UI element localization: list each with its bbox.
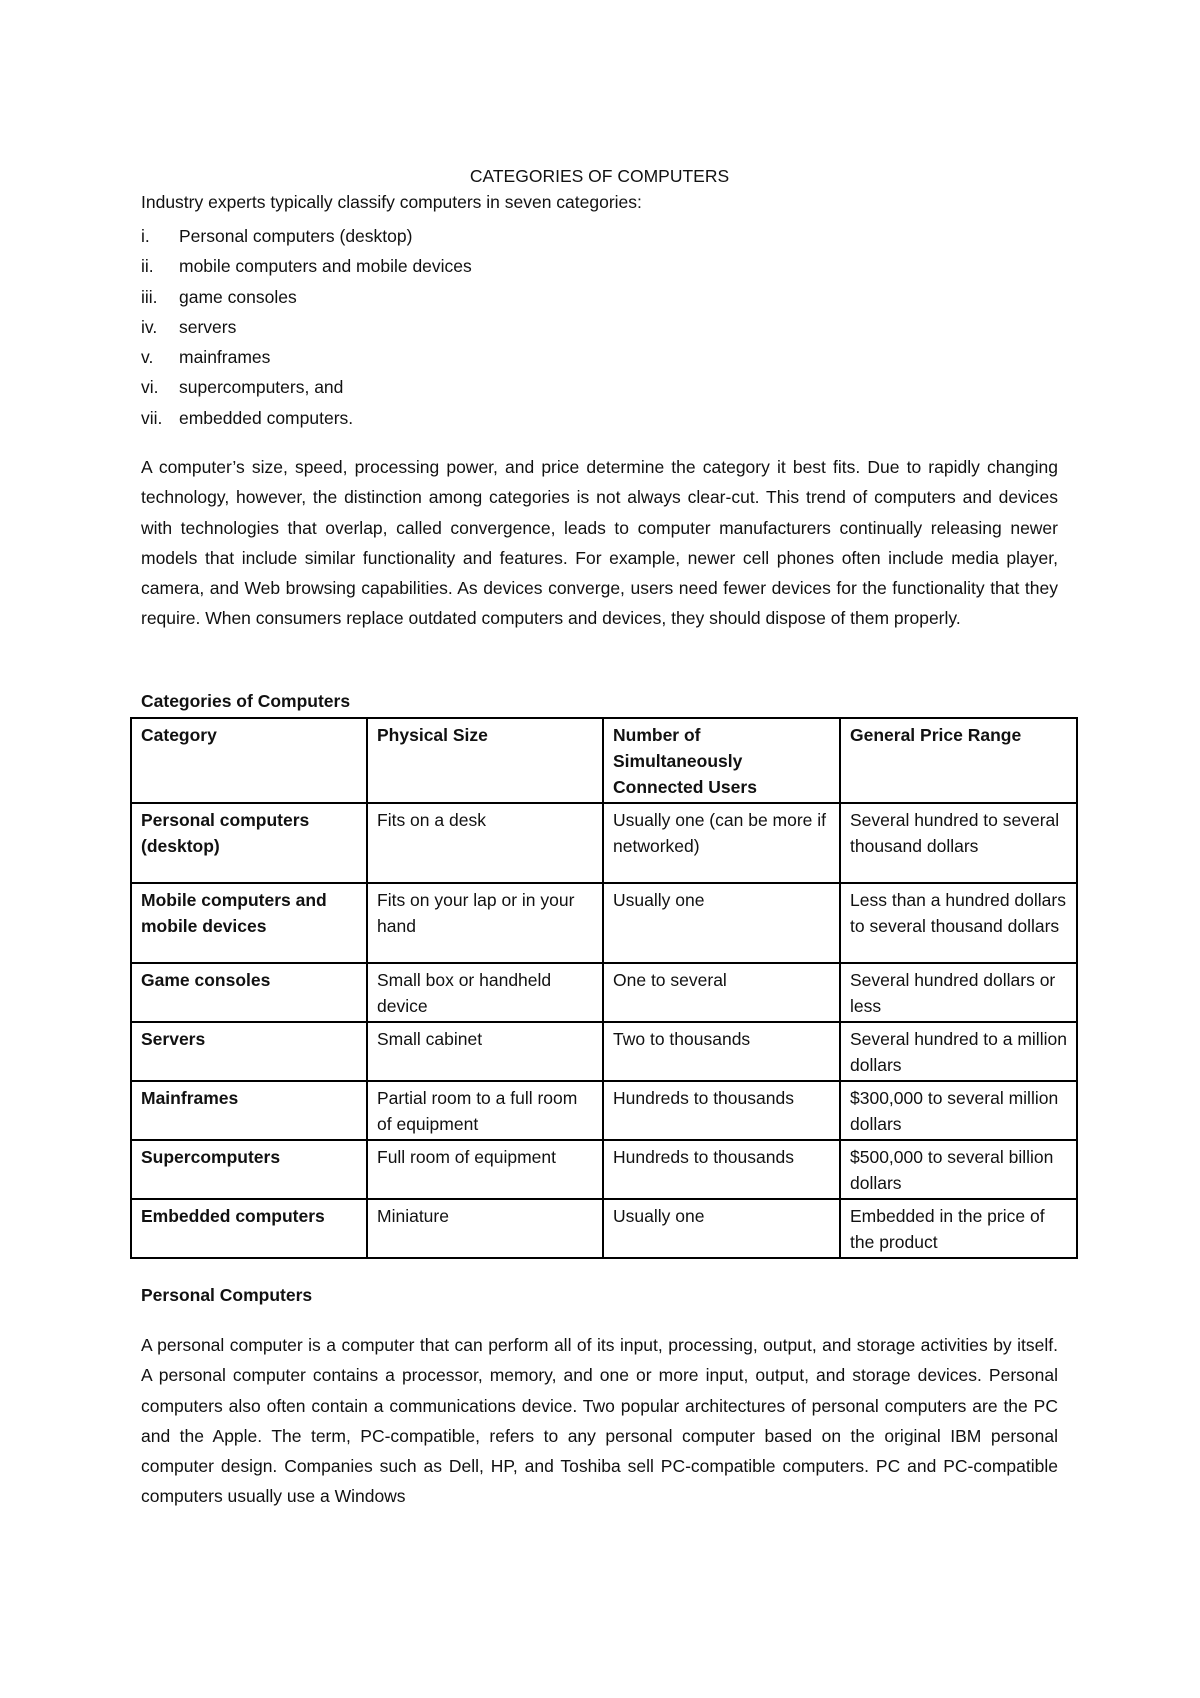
cell-category: Mobile computers and mobile devices	[131, 883, 367, 963]
list-number: iv.	[141, 316, 158, 337]
list-text: servers	[179, 316, 237, 337]
cell-connected-users: Usually one (can be more if networked)	[603, 803, 840, 883]
list-text: embedded computers.	[179, 407, 354, 428]
cell-connected-users: Hundreds to thousands	[603, 1140, 840, 1199]
intro-text: Industry experts typically classify computers in seven categories:	[141, 192, 642, 212]
cell-category: Mainframes	[131, 1081, 367, 1140]
list-item	[141, 282, 472, 312]
list-text: supercomputers, and	[179, 377, 344, 398]
cell-connected-users: Usually one	[603, 1199, 840, 1258]
list-number: vi.	[141, 377, 159, 398]
list-text: mobile computers and mobile devices	[179, 256, 472, 277]
header-category: Category	[131, 718, 367, 803]
cell-physical-size: Full room of equipment	[367, 1140, 603, 1199]
table-row	[131, 1081, 1077, 1140]
list-number: ii.	[141, 256, 154, 277]
paragraph-personal-computers: A personal computer is a computer that can perform all of its input, processing, output, and storage activities by itself. A personal computer contains a processor, memory, and one or more input, output, and storage devices. Personal computers also often contain a communications device. Two popular architectures of personal computers are the PC and the Apple. The term, PC-compatible, refers to any personal computer based on the original IBM personal computer design. Companies such as Dell, HP, and Toshiba sell PC-compatible computers. PC and PC-compatible computers usually use a Windows	[141, 1335, 1058, 1507]
list-item	[141, 312, 472, 342]
list-item	[141, 403, 472, 433]
cell-connected-users: Usually one	[603, 883, 840, 963]
section-heading: Personal Computers	[141, 1285, 313, 1305]
table-row	[131, 963, 1077, 1022]
table-row	[131, 883, 1077, 963]
list-item	[141, 221, 472, 251]
cell-connected-users: Hundreds to thousands	[603, 1081, 840, 1140]
cell-connected-users: Two to thousands	[603, 1022, 840, 1081]
cell-physical-size: Small cabinet	[367, 1022, 603, 1081]
cell-physical-size: Fits on your lap or in your hand	[367, 883, 603, 963]
list-item	[141, 251, 472, 281]
header-connected-users: Number of Simultaneously Connected Users	[603, 718, 840, 803]
category-list	[141, 221, 472, 433]
cell-physical-size: Small box or handheld device	[367, 963, 603, 1022]
cell-category: Game consoles	[131, 963, 367, 1022]
cell-price-range: Less than a hundred dollars to several thousand dollars	[840, 883, 1077, 963]
categories-table	[130, 717, 1078, 1259]
table-row	[131, 1140, 1077, 1199]
header-price-range: General Price Range	[840, 718, 1077, 803]
table-row	[131, 1022, 1077, 1081]
list-text: mainframes	[179, 347, 271, 368]
cell-category: Supercomputers	[131, 1140, 367, 1199]
cell-physical-size: Partial room to a full room of equipment	[367, 1081, 603, 1140]
list-number: vii.	[141, 407, 163, 428]
table-caption: Categories of Computers	[141, 691, 351, 711]
header-physical-size: Physical Size	[367, 718, 603, 803]
table-row	[131, 1199, 1077, 1258]
cell-physical-size: Miniature	[367, 1199, 603, 1258]
table-row	[131, 803, 1077, 883]
list-number: v.	[141, 347, 154, 368]
list-text: Personal computers (desktop)	[179, 226, 413, 246]
list-item	[141, 342, 472, 372]
cell-category: Servers	[131, 1022, 367, 1081]
list-number: iii.	[141, 286, 158, 307]
cell-price-range: Several hundred to several thousand dollars	[840, 803, 1077, 883]
cell-price-range: Several hundred to a million dollars	[840, 1022, 1077, 1081]
cell-physical-size: Fits on a desk	[367, 803, 603, 883]
cell-connected-users: One to several	[603, 963, 840, 1022]
cell-category: Embedded computers	[131, 1199, 367, 1258]
cell-price-range: $500,000 to several billion dollars	[840, 1140, 1077, 1199]
table-header-row	[131, 718, 1077, 803]
list-text: game consoles	[179, 286, 297, 307]
paragraph-convergence: A computer’s size, speed, processing power, and price determine the category it best fits. Due to rapidly changing technology, however, the distinction among categories is not always clear-cut. This trend of computers and devices with technologies that overlap, called convergence, leads to computer manufacturers continually releasing newer models that include similar functionality and features. For example, newer cell phones often include media player, camera, and Web browsing capabilities. As devices converge, users need fewer devices for the functionality that they require. When consumers replace outdated computers and devices, they should dispose of them properly.	[141, 457, 1058, 629]
cell-price-range: $300,000 to several million dollars	[840, 1081, 1077, 1140]
cell-price-range: Embedded in the price of the product	[840, 1199, 1077, 1258]
cell-category: Personal computers (desktop)	[131, 803, 367, 883]
list-number: i.	[141, 226, 150, 246]
document-title: CATEGORIES OF COMPUTERS	[469, 166, 730, 186]
cell-price-range: Several hundred dollars or less	[840, 963, 1077, 1022]
list-item	[141, 372, 472, 402]
